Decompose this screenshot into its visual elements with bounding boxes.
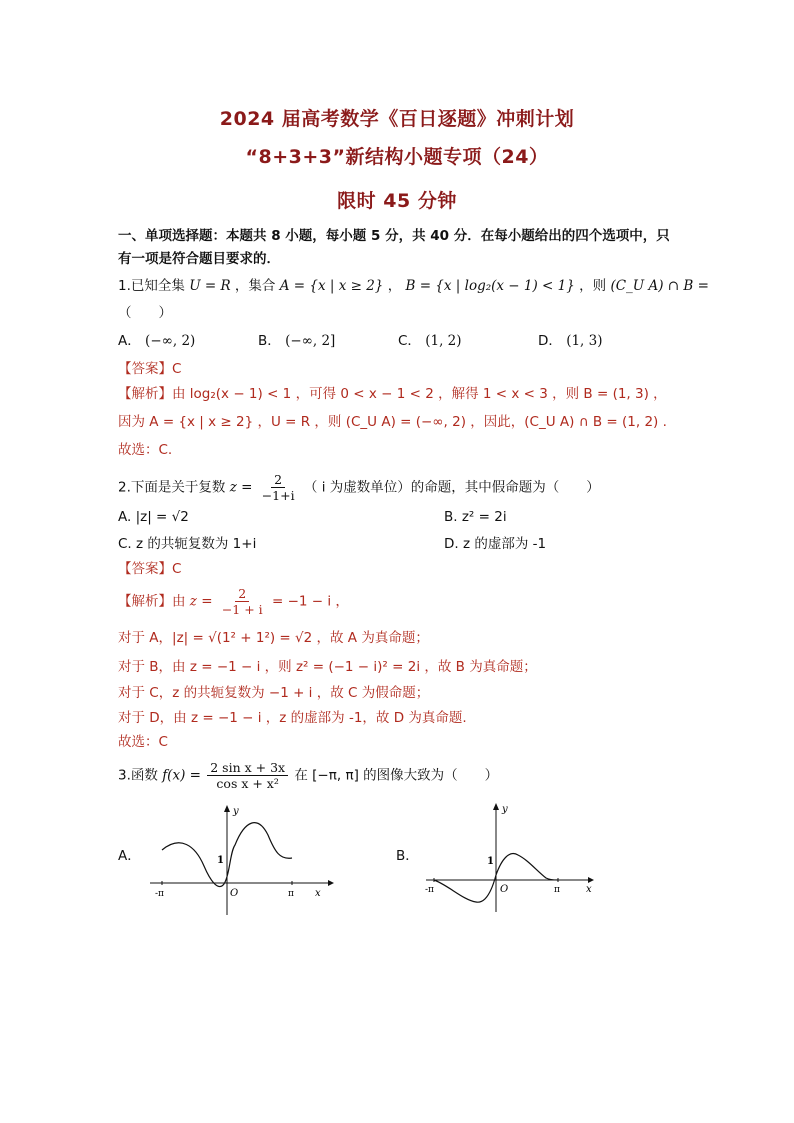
q3-stem: 3.函数 f(x) = $\frac{\text{2 sin x + 3x}}{\text{cos x + x²}}$ 在 [−π, π] 的图像大致为（ ）: [118, 760, 499, 791]
q2-line-a: 对于 A，|z| = √(1² + 1²) = √2 ，故 A 为真命题；: [118, 630, 429, 646]
graph-a-pi: π: [288, 889, 294, 899]
graph-a-y-label: y: [233, 806, 239, 817]
q1-option-b: B． (−∞, 2]: [258, 333, 336, 349]
q1-analysis-1: 【解析】由 log₂(x − 1) < 1 ，可得 0 < x − 1 < 2 ，解得 1 < x < 3 ，则 B = (1, 3) ，: [118, 386, 667, 402]
q1-option-d: D． (1, 3): [538, 333, 603, 349]
graph-b-x-label: x: [586, 884, 592, 895]
graph-b-origin: O: [500, 884, 509, 895]
q2-conclusion: 故选：C: [118, 734, 168, 750]
q1-stem: 1.已知全集 U = R ，集合 A = {x | x ≥ 2} ， B = {x | log₂(x − 1) < 1} ，则 (C_U A) ∩ B =: [118, 278, 709, 294]
q1-answer: 【答案】C: [118, 361, 182, 377]
q2-option-a: A. |z| = √2: [118, 509, 189, 525]
q1-analysis-2: 因为 A = {x | x ≥ 2} ，U = R ，则 (C_U A) = (−∞, 2) ，因此，(C_U A) ∩ B = (1, 2) .: [118, 414, 667, 430]
q2-line-b: 对于 B，由 z = −1 − i ，则 z² = (−1 − i)² = 2i ，故 B 为真命题；: [118, 659, 537, 675]
section-heading-cont: 有一项是符合题目要求的．: [118, 251, 280, 267]
q1-conclusion: 故选：C.: [118, 442, 173, 458]
graph-b-one: 1: [487, 856, 494, 867]
q1-option-c: C． (1, 2): [398, 333, 462, 349]
graph-a-x-label: x: [315, 888, 321, 899]
graph-a-one: 1: [217, 855, 224, 866]
q2-option-d: D. z 的虚部为 -1: [444, 536, 547, 552]
doc-subtitle: “8+3+3”新结构小题专项（24）: [245, 146, 549, 168]
graph-b-y-label: y: [502, 804, 508, 815]
q1-option-a: A． (−∞, 2): [118, 333, 196, 349]
graph-b: [418, 800, 618, 918]
graph-a: [140, 800, 340, 918]
q3-option-b-label: B．: [396, 848, 419, 864]
q2-stem: 2.下面是关于复数 z = $\frac{2}{-1+i}$ （ i 为虚数单位）的命题，其中假命题为（ ）: [118, 472, 600, 503]
graph-a-neg-pi: -π: [155, 889, 164, 899]
section-heading: 一、单项选择题：本题共 8 小题，每小题 5 分，共 40 分．在每小题给出的四个选项中，只: [118, 228, 670, 244]
graph-a-origin: O: [230, 888, 239, 899]
q1-blank: （ ）: [118, 305, 172, 321]
q2-answer: 【答案】C: [118, 561, 182, 577]
q3-option-a-label: A．: [118, 848, 141, 864]
graph-b-neg-pi: -π: [425, 885, 434, 895]
graph-b-pi: π: [554, 885, 560, 895]
doc-title: 2024 届高考数学《百日逐题》冲刺计划: [219, 108, 575, 130]
q2-option-b: B. z² = 2i: [444, 509, 507, 525]
time-limit: 限时 45 分钟: [337, 190, 457, 212]
q2-option-c: C. z 的共轭复数为 1+i: [118, 536, 257, 552]
q2-line-d: 对于 D，由 z = −1 − i ，z 的虚部为 -1，故 D 为真命题.: [118, 710, 467, 726]
q2-line-c: 对于 C，z 的共轭复数为 −1 + i ，故 C 为假命题；: [118, 685, 430, 701]
q2-analysis: 【解析】由 z = $\frac{2}{-1 + i}$ = −1 − i ，: [118, 586, 349, 617]
